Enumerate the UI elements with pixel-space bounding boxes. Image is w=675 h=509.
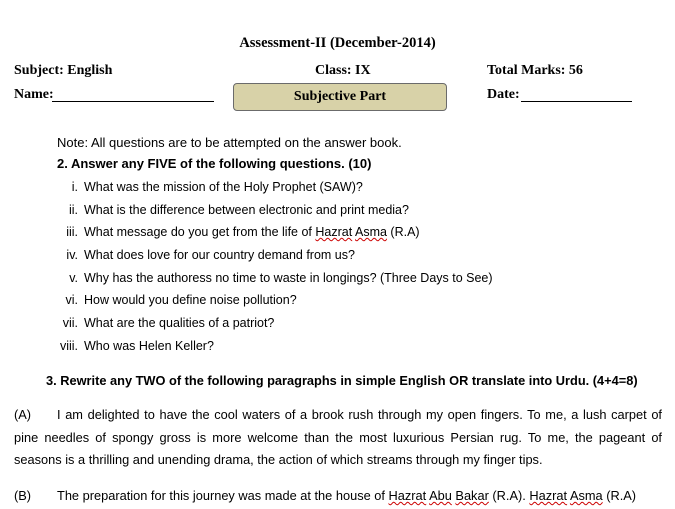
subjective-part-box (233, 83, 447, 111)
item-number: iii. (66, 225, 78, 239)
item-number: ii. (68, 203, 78, 217)
item-text: How would you define noise pollution? (84, 293, 297, 307)
total-marks-label: Total Marks: 56 (487, 63, 583, 78)
item-number: vii. (62, 316, 78, 330)
date-blank-line[interactable] (521, 101, 632, 102)
item-number: iv. (66, 248, 78, 262)
item-number: i. (71, 180, 78, 194)
item-number: vi. (65, 293, 78, 307)
item-text: What was the mission of the Holy Prophet (SAW)? (84, 180, 363, 194)
item-text: Who was Helen Keller? (84, 339, 214, 353)
paragraph-b (14, 485, 662, 508)
paragraph-label: (B) (14, 488, 32, 503)
name-blank-line[interactable] (52, 101, 214, 102)
class-label: Class: IX (315, 63, 371, 78)
item-number: v. (69, 271, 78, 285)
paragraph-a (14, 404, 662, 472)
document-title: Assessment-II (December-2014) (239, 35, 436, 51)
name-label: Name: (14, 87, 54, 102)
item-text: What are the qualities of a patriot? (84, 316, 275, 330)
instructions-note: Note: All questions are to be attempted on the answer book. (57, 135, 402, 150)
subjective-part-label: Subjective Part (293, 89, 387, 104)
question-2-heading: 2. Answer any FIVE of the following questions. (10) (57, 156, 372, 171)
item-text: What does love for our country demand from us? (84, 248, 355, 262)
item-text: What is the difference between electronic and print media? (84, 203, 409, 217)
paragraph-label: (A) (14, 407, 32, 422)
subject-label: Subject: English (14, 63, 113, 78)
item-number: viii. (59, 339, 78, 353)
paragraph-text: The preparation for this journey was made at the house of Hazrat Abu Bakar (R.A). Hazrat Asma (R.A) (57, 488, 637, 503)
paragraph-text: I am delighted to have the cool waters of a brook rush through my open fingers. To me, a lush carpet of pine needles of spongy gross is more welcome than the most luxurious Persian rug. To me, the pageant of seasons is a thrilling and unending drama, the action of which streams through my finger tips. (14, 407, 662, 467)
item-text: What message do you get from the life of Hazrat Asma (R.A) (84, 225, 420, 239)
question-3-heading: 3. Rewrite any TWO of the following paragraphs in simple English OR translate into Urdu. (4+4=8) (46, 373, 638, 388)
date-label: Date: (487, 87, 520, 102)
item-text: Why has the authoress no time to waste in longings? (Three Days to See) (84, 271, 493, 285)
